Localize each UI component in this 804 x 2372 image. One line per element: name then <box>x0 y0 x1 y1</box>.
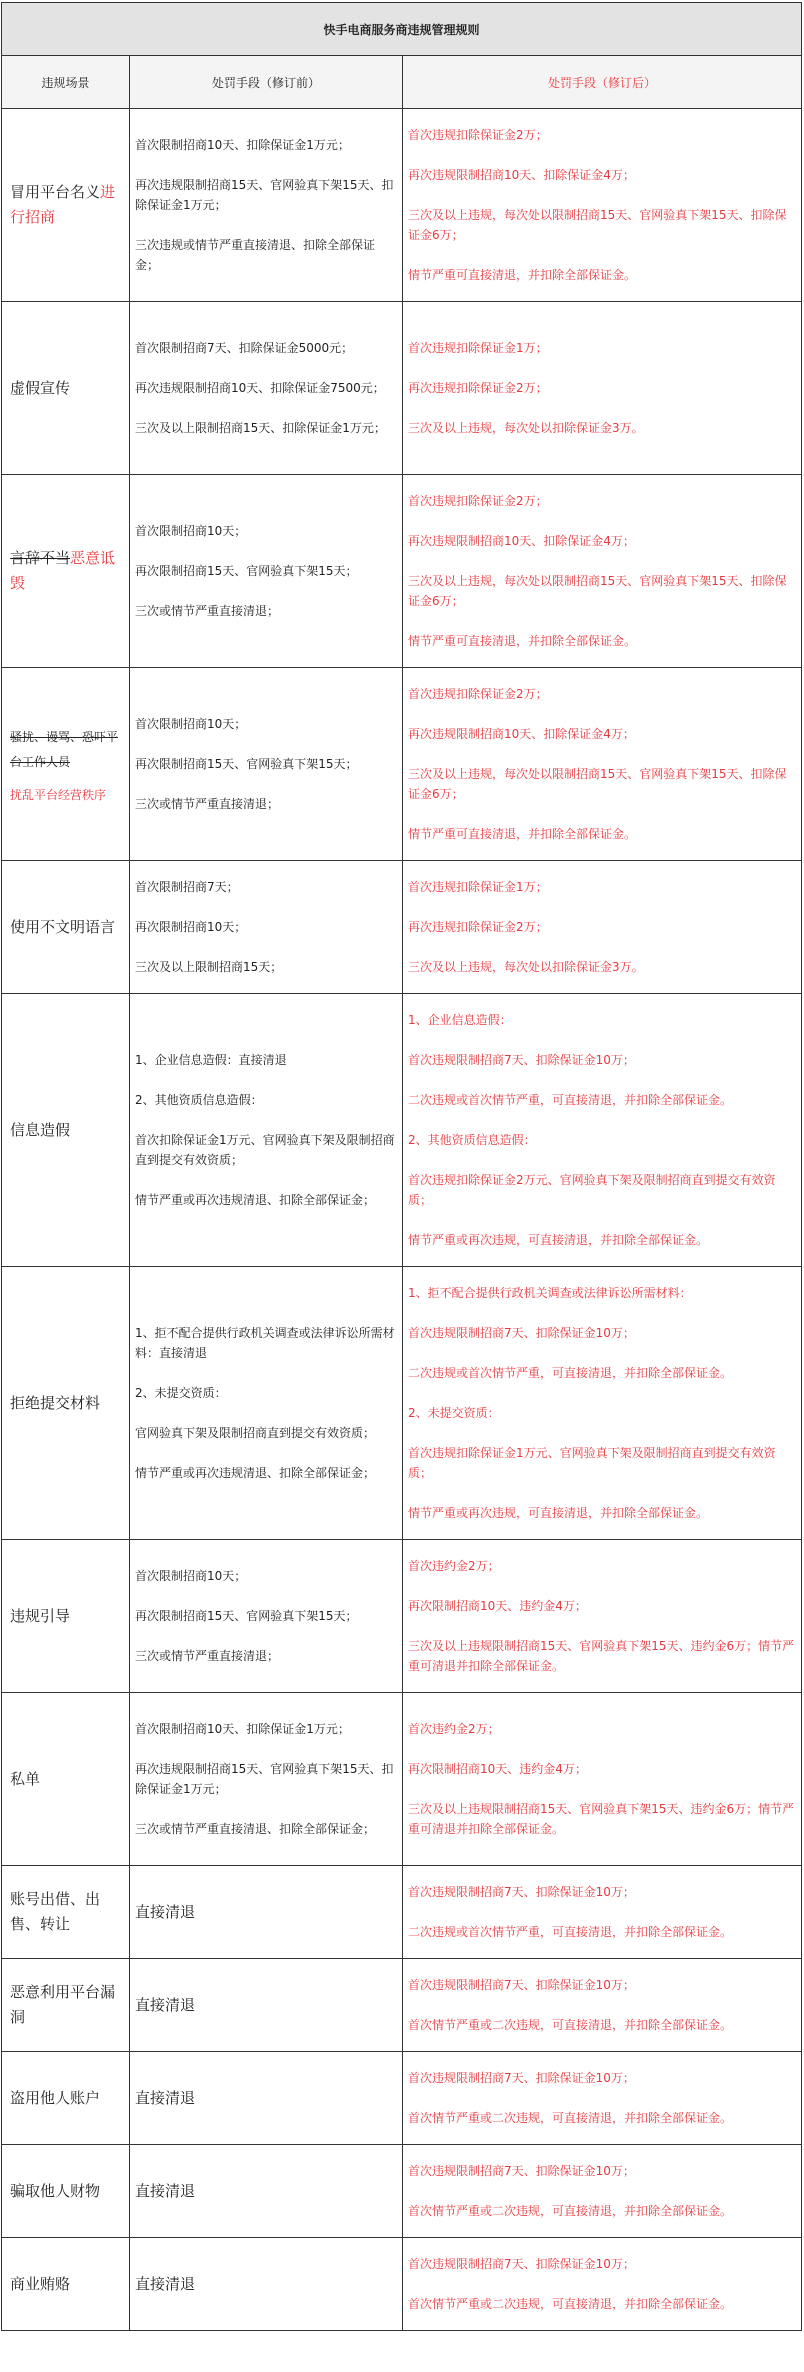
table-row <box>2 302 802 475</box>
penalty-after-cell <box>403 2238 802 2331</box>
penalty-before-cell <box>130 1866 403 1959</box>
scene-text: 冒用平台名义 <box>10 183 101 201</box>
penalty-after-cell <box>403 1866 802 1959</box>
scene-text: 盗用他人账户 <box>10 2088 101 2107</box>
penalty-after-line: 再次违规限制招商10天、扣除保证金4万； <box>408 168 635 182</box>
penalty-after-cell <box>403 2145 802 2238</box>
rules-document <box>1 2 801 2331</box>
penalty-after-line: 首次违规限制招商7天、扣除保证金10万； <box>408 2071 635 2085</box>
table-row <box>2 668 802 861</box>
penalty-before-cell <box>130 668 403 861</box>
scene-text: 私单 <box>10 1769 41 1788</box>
penalty-before-line: 首次限制招商10天、扣除保证金1万元； <box>135 138 350 152</box>
penalty-after-line: 再次违规扣除保证金2万； <box>408 381 548 395</box>
table-row <box>2 475 802 668</box>
table-row <box>2 1267 802 1540</box>
penalty-before-line: 直接清退 <box>135 2275 196 2293</box>
penalty-after-line: 首次违规限制招商7天、扣除保证金10万； <box>408 1978 635 1992</box>
scene-text: 骗取他人财物 <box>10 2181 101 2200</box>
penalty-after-line: 二次违规或首次情节严重，可直接清退，并扣除全部保证金。 <box>408 1366 733 1380</box>
penalty-after-line: 首次违规扣除保证金2万元、官网验真下架及限制招商直到提交有效资质； <box>408 1173 776 1207</box>
table-row <box>2 1693 802 1866</box>
penalty-before-line: 直接清退 <box>135 1903 196 1921</box>
penalty-after-line: 再次违规限制招商10天、扣除保证金4万； <box>408 534 635 548</box>
penalty-after-line: 首次违规限制招商7天、扣除保证金10万； <box>408 2164 635 2178</box>
table-row <box>2 109 802 302</box>
header-before: 处罚手段（修订前） <box>130 56 403 109</box>
scene-cell <box>2 994 130 1267</box>
scene-text: 商业贿赂 <box>10 2274 71 2293</box>
penalty-after-line: 二次违规或首次情节严重，可直接清退，并扣除全部保证金。 <box>408 1093 733 1107</box>
penalty-after-line: 首次情节严重或二次违规，可直接清退，并扣除全部保证金。 <box>408 2018 733 2032</box>
penalty-after-cell <box>403 1267 802 1540</box>
penalty-after-line: 首次违规限制招商7天、扣除保证金10万； <box>408 1885 635 1899</box>
scene-text: 使用不文明语言 <box>10 917 116 936</box>
table-row <box>2 1866 802 1959</box>
table-title: 快手电商服务商违规管理规则 <box>2 3 802 56</box>
scene-cell <box>2 1959 130 2052</box>
penalty-before-line: 2、其他资质信息造假： <box>135 1093 263 1107</box>
penalty-before-line: 再次违规限制招商15天、官网验真下架15天、扣除保证金1万元； <box>135 1762 394 1796</box>
scene-text: 信息造假 <box>10 1120 71 1139</box>
penalty-before-line: 首次限制招商10天、扣除保证金1万元； <box>135 1722 350 1736</box>
table-row <box>2 1540 802 1693</box>
table-row <box>2 1959 802 2052</box>
penalty-before-line: 1、拒不配合提供行政机关调查或法律诉讼所需材料：直接清退 <box>135 1326 395 1360</box>
penalty-after-line: 首次情节严重或二次违规，可直接清退，并扣除全部保证金。 <box>408 2204 733 2218</box>
penalty-before-cell <box>130 994 403 1267</box>
penalty-after-line: 1、企业信息造假： <box>408 1013 512 1027</box>
penalty-after-line: 首次违约金2万； <box>408 1559 500 1573</box>
penalty-before-cell <box>130 1267 403 1540</box>
scene-text: 违规引导 <box>10 1606 71 1625</box>
scene-revised-text: 恶意诋毁 <box>10 549 116 592</box>
penalty-before-line: 首次扣除保证金1万元、官网验真下架及限制招商直到提交有效资质； <box>135 1133 395 1167</box>
penalty-after-line: 再次违规扣除保证金2万； <box>408 920 548 934</box>
scene-cell <box>2 861 130 994</box>
scene-cell <box>2 1540 130 1693</box>
scene-text: 账号出借、出售、转让 <box>10 1890 101 1933</box>
scene-struck-text: 言辞不当 <box>10 549 71 567</box>
penalty-before-line: 首次限制招商7天； <box>135 880 239 894</box>
penalty-after-line: 情节严重可直接清退，并扣除全部保证金。 <box>408 634 637 648</box>
penalty-before-line: 再次违规限制招商15天、官网验真下架15天、扣除保证金1万元； <box>135 178 394 212</box>
penalty-before-line: 再次限制招商15天、官网验真下架15天； <box>135 757 358 771</box>
scene-text: 恶意利用平台漏洞 <box>10 1983 116 2026</box>
penalty-before-cell <box>130 302 403 475</box>
penalty-after-line: 三次及以上违规，每次处以限制招商15天、官网验真下架15天、扣除保证金6万； <box>408 574 787 608</box>
scene-revised-text: 进行招商 <box>10 183 116 226</box>
penalty-before-cell <box>130 1540 403 1693</box>
penalty-after-cell <box>403 1959 802 2052</box>
penalty-after-line: 1、拒不配合提供行政机关调查或法律诉讼所需材料： <box>408 1286 692 1300</box>
penalty-after-line: 三次及以上违规，每次处以限制招商15天、官网验真下架15天、扣除保证金6万； <box>408 767 787 801</box>
penalty-after-line: 首次情节严重或二次违规，可直接清退，并扣除全部保证金。 <box>408 2297 733 2311</box>
penalty-before-line: 再次违规限制招商10天、扣除保证金7500元； <box>135 381 385 395</box>
penalty-after-line: 三次及以上违规，每次处以扣除保证金3万。 <box>408 960 644 974</box>
penalty-after-cell <box>403 861 802 994</box>
rules-table <box>1 2 802 2331</box>
scene-cell <box>2 1267 130 1540</box>
penalty-after-cell <box>403 2052 802 2145</box>
penalty-after-line: 首次违约金2万； <box>408 1722 500 1736</box>
penalty-before-cell <box>130 861 403 994</box>
penalty-after-line: 三次及以上违规限制招商15天、官网验真下架15天、违约金6万；情节严重可清退并扣除全部保证金。 <box>408 1802 795 1836</box>
penalty-before-line: 首次限制招商10天； <box>135 1569 247 1583</box>
penalty-before-line: 三次及以上限制招商15天； <box>135 960 283 974</box>
rules-body <box>2 109 802 2331</box>
penalty-after-line: 首次违规扣除保证金1万； <box>408 341 548 355</box>
table-row <box>2 2238 802 2331</box>
header-row <box>2 56 802 109</box>
penalty-after-cell <box>403 668 802 861</box>
penalty-after-cell <box>403 1540 802 1693</box>
scene-text: 虚假宣传 <box>10 378 71 397</box>
penalty-before-cell <box>130 2052 403 2145</box>
penalty-before-line: 直接清退 <box>135 1996 196 2014</box>
penalty-before-cell <box>130 109 403 302</box>
header-after: 处罚手段（修订后） <box>403 56 802 109</box>
penalty-after-line: 首次违规扣除保证金2万； <box>408 687 548 701</box>
penalty-after-cell <box>403 302 802 475</box>
penalty-after-line: 二次违规或首次情节严重，可直接清退，并扣除全部保证金。 <box>408 1925 733 1939</box>
scene-cell <box>2 1693 130 1866</box>
penalty-before-cell <box>130 2145 403 2238</box>
penalty-before-line: 情节严重或再次违规清退、扣除全部保证金； <box>135 1193 376 1207</box>
penalty-before-line: 三次或情节严重直接清退； <box>135 1649 280 1663</box>
penalty-before-line: 2、未提交资质： <box>135 1386 227 1400</box>
penalty-after-line: 首次违规扣除保证金1万； <box>408 880 548 894</box>
penalty-before-line: 再次限制招商15天、官网验真下架15天； <box>135 1609 358 1623</box>
penalty-before-line: 三次违规或情节严重直接清退、扣除全部保证金； <box>135 238 376 272</box>
penalty-before-cell <box>130 2238 403 2331</box>
penalty-after-cell <box>403 475 802 668</box>
table-row <box>2 2052 802 2145</box>
scene-cell <box>2 2238 130 2331</box>
penalty-before-line: 首次限制招商10天； <box>135 717 247 731</box>
penalty-before-line: 1、企业信息造假：直接清退 <box>135 1053 287 1067</box>
penalty-before-line: 三次或情节严重直接清退； <box>135 797 280 811</box>
scene-cell <box>2 2052 130 2145</box>
penalty-before-line: 再次限制招商10天； <box>135 920 247 934</box>
penalty-before-line: 情节严重或再次违规清退、扣除全部保证金； <box>135 1466 376 1480</box>
scene-cell <box>2 2145 130 2238</box>
penalty-after-line: 首次违规限制招商7天、扣除保证金10万； <box>408 1053 635 1067</box>
penalty-before-line: 官网验真下架及限制招商直到提交有效资质； <box>135 1426 376 1440</box>
penalty-after-line: 情节严重可直接清退，并扣除全部保证金。 <box>408 268 637 282</box>
penalty-before-line: 三次或情节严重直接清退、扣除全部保证金； <box>135 1822 376 1836</box>
penalty-after-line: 三次及以上违规限制招商15天、官网验真下架15天、违约金6万；情节严重可清退并扣除全部保证金。 <box>408 1639 795 1673</box>
penalty-after-line: 首次违规扣除保证金2万； <box>408 128 548 142</box>
penalty-after-line: 首次违规限制招商7天、扣除保证金10万； <box>408 2257 635 2271</box>
penalty-after-line: 再次违规限制招商10天、扣除保证金4万； <box>408 727 635 741</box>
scene-revised-text: 扰乱平台经营秩序 <box>10 788 107 802</box>
penalty-before-line: 三次及以上限制招商15天、扣除保证金1万元； <box>135 421 386 435</box>
table-row <box>2 2145 802 2238</box>
penalty-after-line: 首次违规扣除保证金1万元、官网验真下架及限制招商直到提交有效资质； <box>408 1446 776 1480</box>
penalty-after-line: 情节严重或再次违规，可直接清退，并扣除全部保证金。 <box>408 1506 709 1520</box>
penalty-after-line: 首次违规扣除保证金2万； <box>408 494 548 508</box>
scene-cell <box>2 1866 130 1959</box>
table-row <box>2 994 802 1267</box>
header-scene: 违规场景 <box>2 56 130 109</box>
penalty-after-line: 三次及以上违规，每次处以扣除保证金3万。 <box>408 421 644 435</box>
scene-cell <box>2 475 130 668</box>
penalty-before-cell <box>130 1959 403 2052</box>
penalty-after-cell <box>403 994 802 1267</box>
penalty-after-line: 再次限制招商10天、违约金4万； <box>408 1599 587 1613</box>
penalty-after-cell <box>403 109 802 302</box>
scene-cell <box>2 302 130 475</box>
penalty-before-line: 直接清退 <box>135 2182 196 2200</box>
penalty-before-line: 首次限制招商7天、扣除保证金5000元； <box>135 341 354 355</box>
penalty-before-line: 三次或情节严重直接清退； <box>135 604 280 618</box>
penalty-after-cell <box>403 1693 802 1866</box>
penalty-before-cell <box>130 475 403 668</box>
penalty-after-line: 情节严重可直接清退，并扣除全部保证金。 <box>408 827 637 841</box>
penalty-before-line: 首次限制招商10天； <box>135 524 247 538</box>
penalty-after-line: 首次违规限制招商7天、扣除保证金10万； <box>408 1326 635 1340</box>
penalty-after-line: 2、未提交资质： <box>408 1406 500 1420</box>
penalty-before-line: 再次限制招商15天、官网验真下架15天； <box>135 564 358 578</box>
table-row <box>2 861 802 994</box>
penalty-after-line: 情节严重或再次违规，可直接清退，并扣除全部保证金。 <box>408 1233 709 1247</box>
penalty-before-line: 直接清退 <box>135 2089 196 2107</box>
penalty-after-line: 首次情节严重或二次违规，可直接清退，并扣除全部保证金。 <box>408 2111 733 2125</box>
penalty-after-line: 再次限制招商10天、违约金4万； <box>408 1762 587 1776</box>
scene-struck-text: 骚扰、谩骂、恐吓平台工作人员 <box>10 730 119 769</box>
title-row <box>2 3 802 56</box>
penalty-before-cell <box>130 1693 403 1866</box>
penalty-after-line: 2、其他资质信息造假： <box>408 1133 536 1147</box>
scene-cell <box>2 109 130 302</box>
penalty-after-line: 三次及以上违规，每次处以限制招商15天、官网验真下架15天、扣除保证金6万； <box>408 208 787 242</box>
scene-cell <box>2 668 130 861</box>
scene-text: 拒绝提交材料 <box>10 1393 101 1412</box>
